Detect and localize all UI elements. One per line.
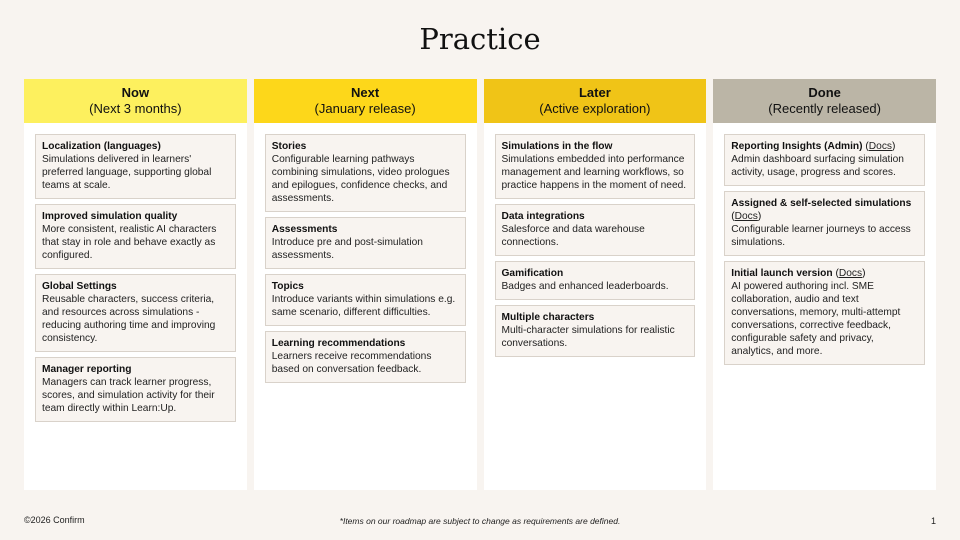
card-title: Assigned & self-selected simulations (Docs) <box>731 198 912 222</box>
roadmap-card <box>495 305 696 357</box>
column-subtitle: (January release) <box>314 101 416 116</box>
card-title: Manager reporting <box>42 364 132 375</box>
roadmap-card <box>495 204 696 256</box>
card-title: Improved simulation quality <box>42 211 178 222</box>
card-body: More consistent, realistic AI characters that stay in role and behave exactly as configured. <box>42 224 217 261</box>
card-body: Badges and enhanced leaderboards. <box>501 281 669 292</box>
card-body: Salesforce and data warehouse connections. <box>501 224 645 248</box>
card-title: Assessments <box>271 224 338 235</box>
column-header-now <box>24 79 247 123</box>
card-body: Configurable learner journeys to access simulations. <box>731 224 911 248</box>
card-body: Simulations delivered in learners' preferred language, supporting global teams at scale. <box>42 154 212 191</box>
card-title-text: Assigned & self-selected simulations <box>731 198 912 209</box>
card-body: Reusable characters, success criteria, and resources across simulations - reducing authoring time and improving consistency. <box>42 294 216 344</box>
card-body: Simulations embedded into performance management and learning workflows, so practice happens in the moment of need. <box>501 154 687 191</box>
column-header-next <box>254 79 477 123</box>
page-title: Practice <box>419 22 541 56</box>
roadmap-card <box>35 274 236 352</box>
card-title: Simulations in the flow <box>501 141 613 152</box>
column-body <box>713 123 936 365</box>
roadmap-card <box>724 191 925 256</box>
card-body: Admin dashboard surfacing simulation activity, usage, progress and scores. <box>731 154 904 178</box>
card-title-text: Reporting Insights (Admin) <box>731 141 863 152</box>
column-name: Done <box>808 85 841 100</box>
roadmap-card <box>35 204 236 269</box>
column-body <box>254 123 477 383</box>
roadmap-disclaimer: *Items on our roadmap are subject to change as requirements are defined. <box>339 516 621 526</box>
column-name: Later <box>578 85 611 100</box>
card-title-text: Initial launch version <box>731 268 833 279</box>
card-title: Learning recommendations <box>271 338 406 349</box>
card-title: Global Settings <box>42 281 117 292</box>
card-title: Topics <box>271 281 304 292</box>
docs-link[interactable]: Docs <box>838 268 863 279</box>
column-later <box>484 79 707 490</box>
roadmap-card <box>724 261 925 365</box>
column-subtitle: (Active exploration) <box>539 101 651 116</box>
docs-link[interactable]: Docs <box>734 211 758 222</box>
column-subtitle: (Recently released) <box>768 101 881 116</box>
roadmap-card <box>35 357 236 422</box>
card-title: Gamification <box>501 268 564 279</box>
column-next <box>254 79 477 490</box>
roadmap-card <box>265 274 466 326</box>
roadmap-card <box>35 134 236 199</box>
column-header-done <box>713 79 936 123</box>
column-name: Now <box>121 85 150 100</box>
roadmap-card <box>265 331 466 383</box>
card-title: Multiple characters <box>501 312 595 323</box>
card-title: Data integrations <box>501 211 585 222</box>
card-body: Learners receive recommendations based on conversation feedback. <box>271 351 432 375</box>
card-title: Stories <box>271 141 307 152</box>
column-done <box>713 79 936 490</box>
roadmap-card <box>495 261 696 300</box>
card-body: Multi-character simulations for realistic conversations. <box>501 325 675 349</box>
card-title: Reporting Insights (Admin) (Docs) <box>731 141 896 152</box>
card-body: Configurable learning pathways combining simulations, video prologues and epilogues, confidence checks, and assessments. <box>271 154 450 204</box>
column-body <box>24 123 247 422</box>
page-number: 1 <box>930 516 936 526</box>
card-title: Localization (languages) <box>42 141 161 152</box>
roadmap-card <box>495 134 696 199</box>
card-body: Introduce variants within simulations e.g. same scenario, different difficulties. <box>271 294 456 318</box>
roadmap-card <box>265 134 466 212</box>
column-subtitle: (Next 3 months) <box>89 101 182 116</box>
column-header-later <box>484 79 707 123</box>
card-body: Introduce pre and post-simulation assessments. <box>271 237 423 261</box>
roadmap-card <box>265 217 466 269</box>
roadmap-card <box>724 134 925 186</box>
column-name: Next <box>351 85 380 100</box>
copyright: ©2026 Confirm <box>24 515 85 525</box>
card-title: Initial launch version (Docs) <box>731 268 866 279</box>
column-now <box>24 79 247 490</box>
card-body: Managers can track learner progress, scores, and simulation activity for their team directly within Learn:Up. <box>42 377 215 414</box>
roadmap-columns <box>24 79 936 490</box>
card-body: AI powered authoring incl. SME collaboration, audio and text conversations, memory, multi-attempt conversations, corrective feedback, configurable safety and privacy, analytics, and more. <box>731 281 901 357</box>
column-body <box>484 123 707 357</box>
docs-link[interactable]: Docs <box>868 141 893 152</box>
